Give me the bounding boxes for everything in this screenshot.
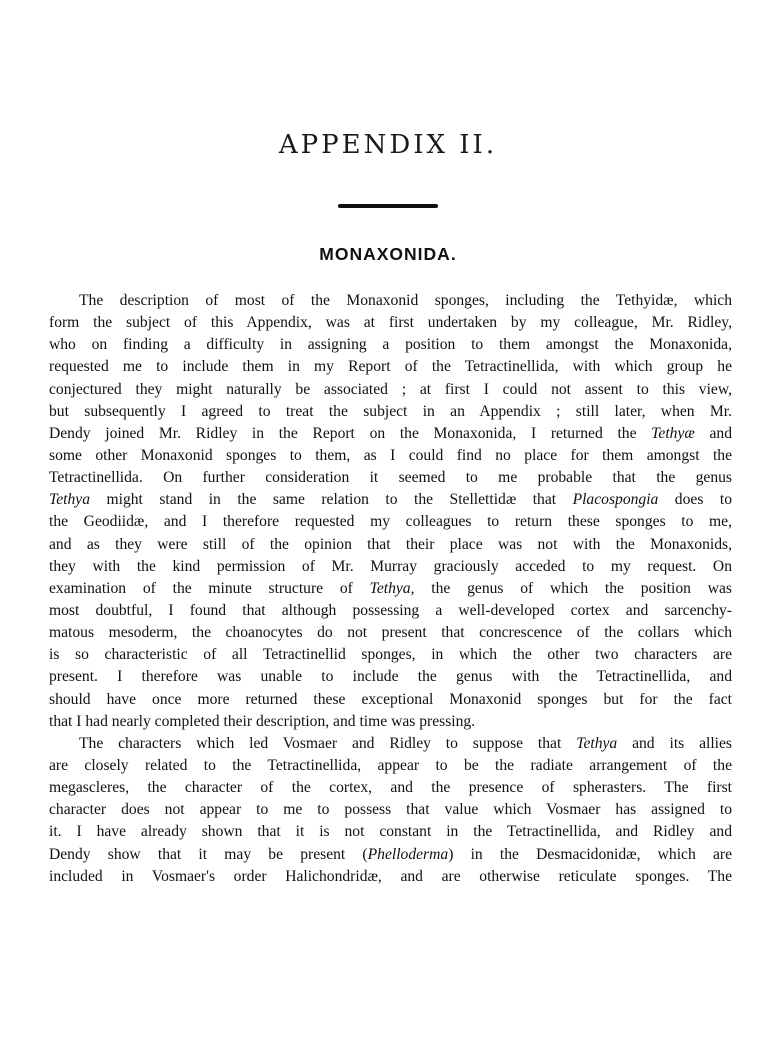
paragraph2-line: included in Vosmaer's order Halichondridæ, and are otherwise reticulate sponges. The	[49, 867, 732, 885]
appendix-title: APPENDIX II.	[278, 130, 498, 160]
paragraph1-line: is so characteristic of all Tetractinellid sponges, in which the other two characters are	[49, 646, 732, 664]
decorative-rule	[338, 204, 438, 208]
paragraph1-line: Dendy joined Mr. Ridley in the Report on the Monaxonida, I returned the Tethyæ and	[49, 424, 732, 442]
section-title: MONAXONIDA.	[319, 244, 457, 264]
paragraph2-line: character does not appear to me to possess that value which Vosmaer has assigned to	[49, 801, 732, 819]
paragraph2-line: it. I have already shown that it is not constant in the Tetractinellida, and Ridley and	[49, 823, 732, 841]
italic-term: Tethya	[576, 734, 618, 752]
paragraph2-line: are closely related to the Tetractinellida, appear to be the radiate arrangement of the	[49, 756, 732, 774]
paragraph1-line: Tethya might stand in the same relation to the Stellettidæ that Placospongia does to	[49, 491, 732, 509]
paragraph1-line: who on finding a difficulty in assigning a position to them amongst the Monaxonida,	[49, 336, 732, 354]
paragraph1-line: that I had nearly completed their description, and time was pressing.	[49, 712, 476, 730]
paragraph1-line: requested me to include them in my Report of the Tetractinellida, with which group he	[49, 358, 732, 376]
paragraph1-line: form the subject of this Appendix, was at first undertaken by my colleague, Mr. Ridley,	[49, 314, 732, 332]
paragraph1-line: matous mesoderm, the choanocytes do not present that concrescence of the collars which	[49, 624, 732, 642]
paragraph1-line: The description of most of the Monaxonid sponges, including the Tethyidæ, which	[79, 292, 732, 309]
italic-term: Tethyæ	[651, 424, 695, 442]
paragraph1-line: some other Monaxonid sponges to them, as I could find no place for them amongst the	[49, 446, 732, 464]
paragraph1-line: they with the kind permission of Mr. Murray graciously acceded to my request. On	[49, 557, 732, 575]
italic-term: Tethya	[49, 491, 91, 509]
paragraph2-line: Dendy show that it may be present (Phelloderma) in the Desmacidonidæ, which are	[49, 845, 732, 863]
body-text	[49, 290, 732, 888]
paragraph2-line: megascleres, the character of the cortex, and the presence of spherasters. The first	[49, 779, 732, 797]
italic-term: Placospongia	[572, 491, 659, 509]
paragraph1-line: and as they were still of the opinion that their place was not with the Monaxonids,	[49, 535, 732, 553]
paragraph1-line: but subsequently I agreed to treat the subject in an Appendix ; still later, when Mr.	[49, 402, 732, 420]
paragraph1-line: should have once more returned these exceptional Monaxonid sponges but for the fact	[49, 690, 732, 708]
italic-term: Phelloderma	[367, 845, 449, 863]
paragraph1-line: Tetractinellida. On further consideration it seemed to me probable that the genus	[49, 469, 732, 487]
paragraph1-line: conjectured they might naturally be associated ; at first I could not assent to this view,	[49, 380, 732, 398]
paragraph2-line: The characters which led Vosmaer and Ridley to suppose that Tethya and its allies	[79, 734, 732, 752]
paragraph1-line: the Geodiidæ, and I therefore requested my colleagues to return these sponges to me,	[49, 513, 732, 531]
italic-term: Tethya	[369, 579, 411, 597]
paragraph1-line: present. I therefore was unable to include the genus with the Tetractinellida, and	[49, 668, 732, 686]
paragraph1-line: examination of the minute structure of Tethya, the genus of which the position was	[49, 579, 732, 597]
paragraph1-line: most doubtful, I found that although possessing a well-developed cortex and sarcenchy-	[49, 601, 732, 619]
